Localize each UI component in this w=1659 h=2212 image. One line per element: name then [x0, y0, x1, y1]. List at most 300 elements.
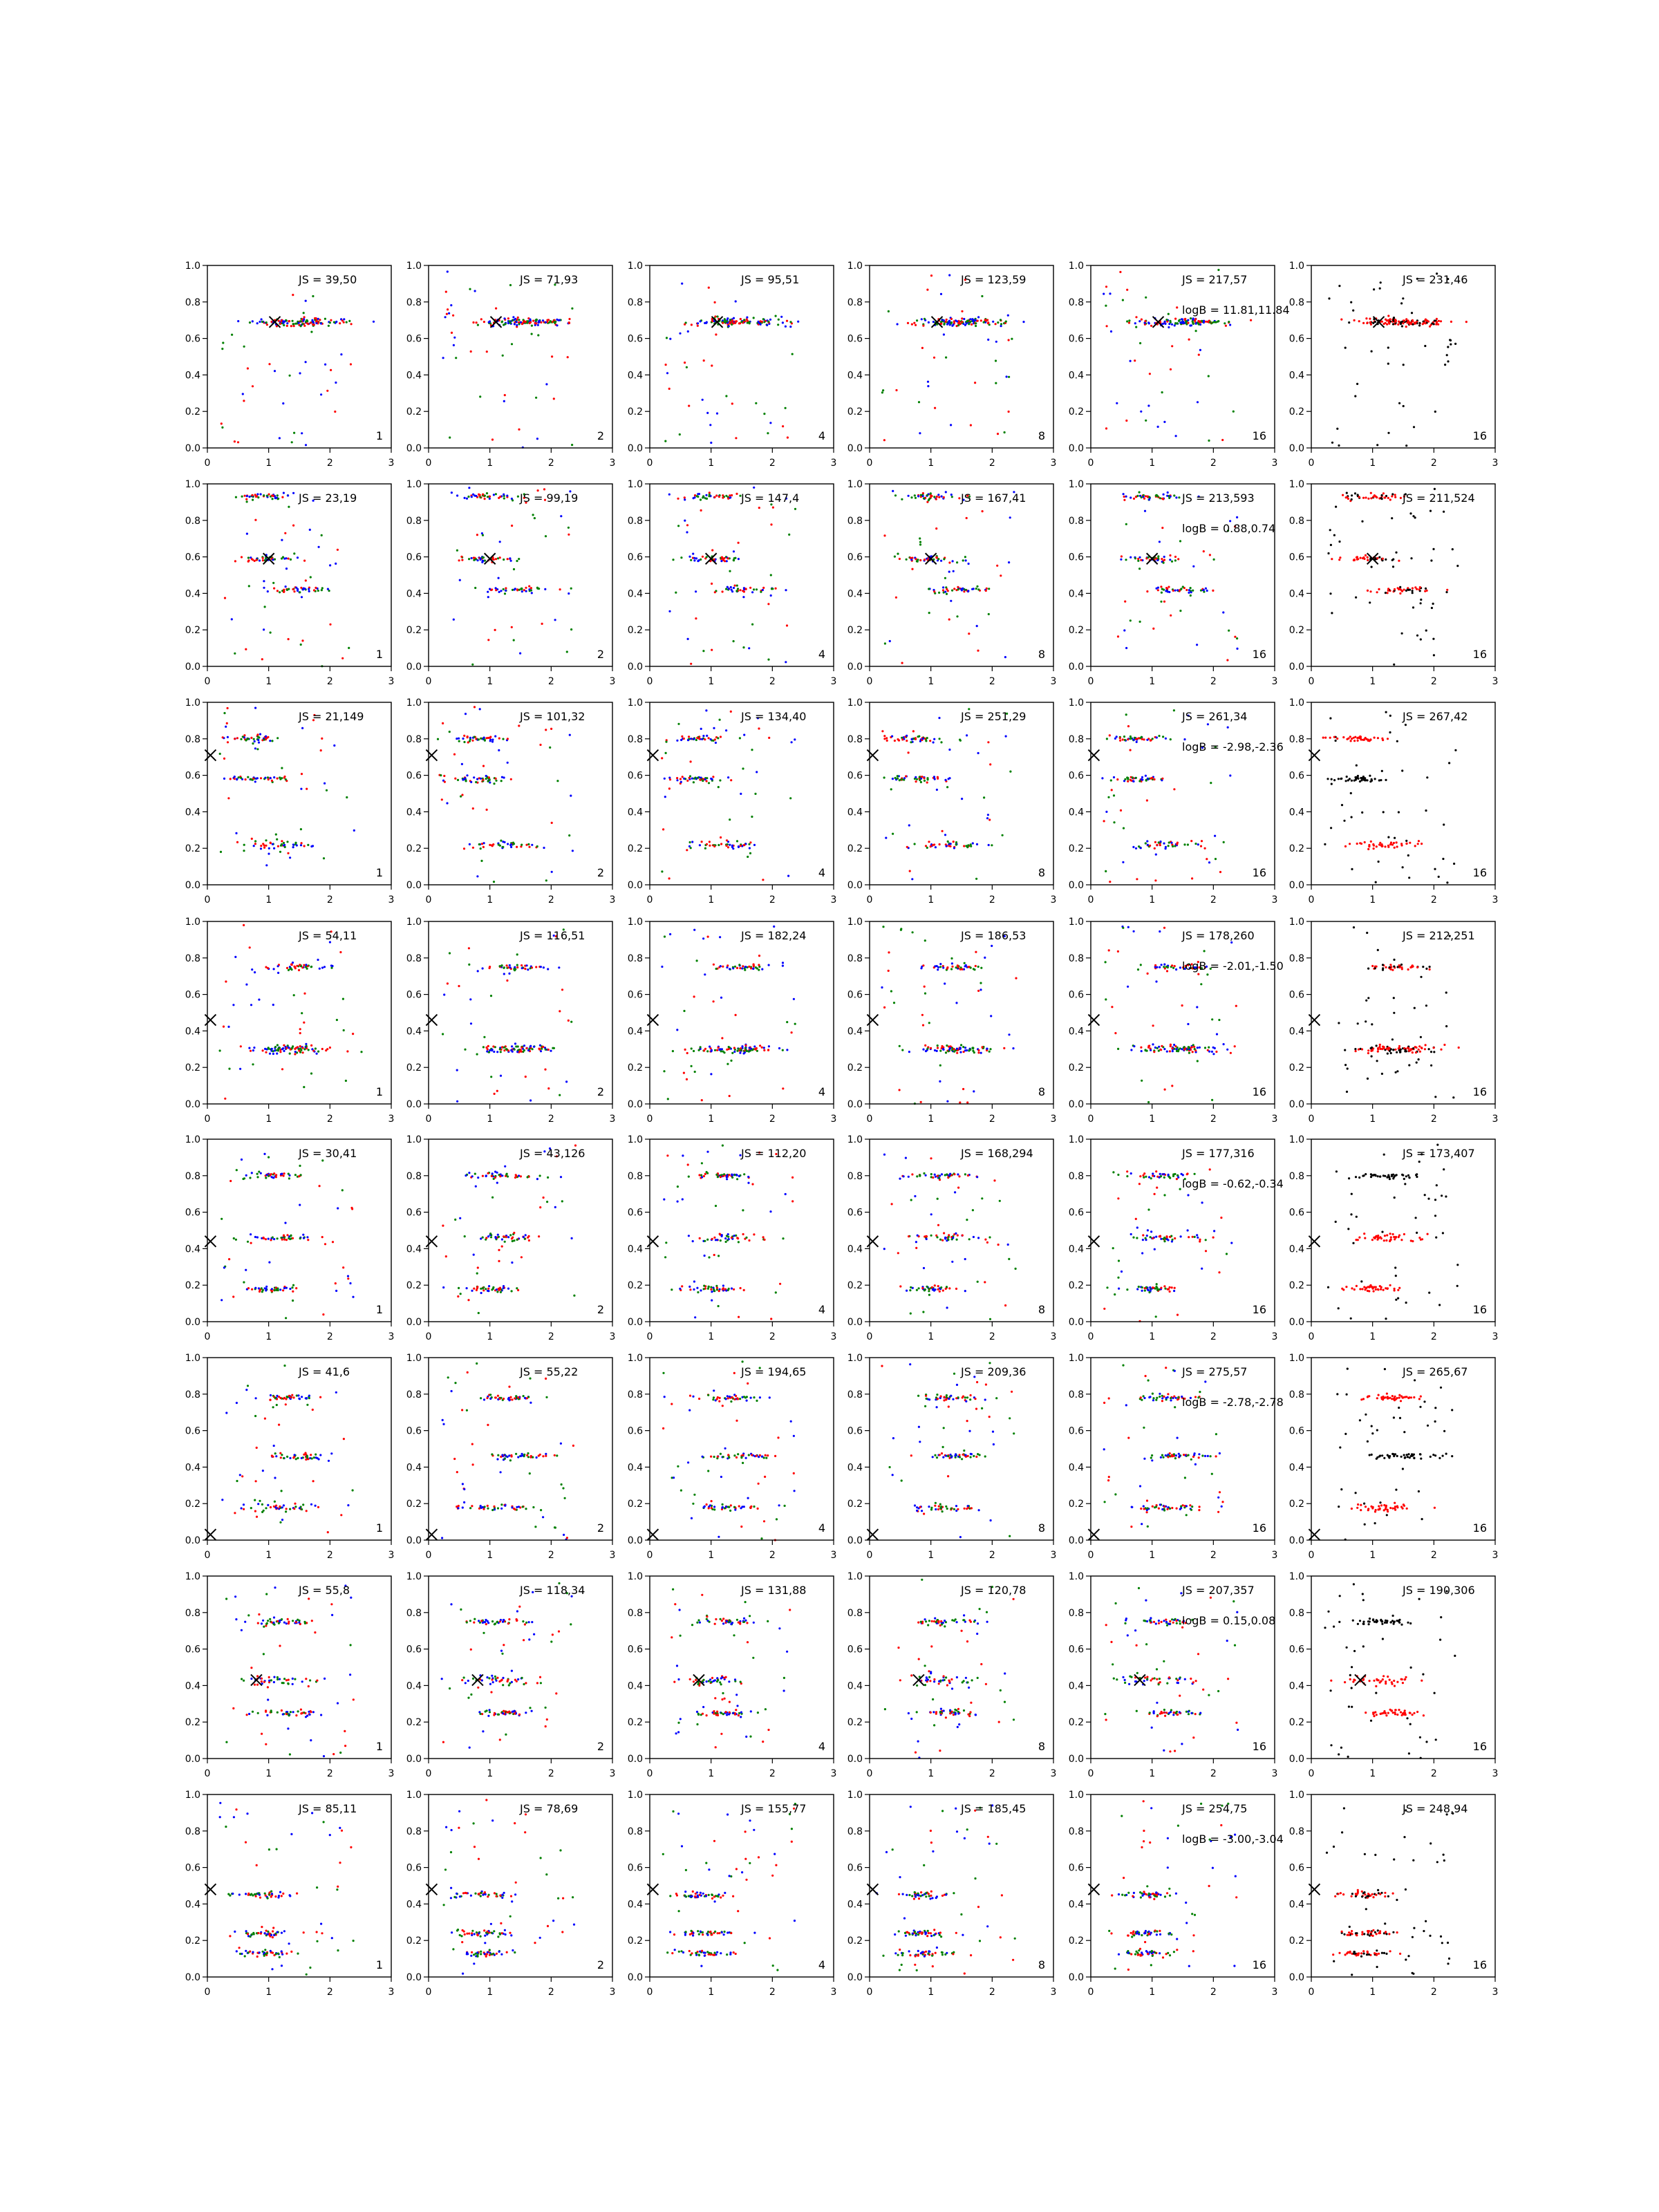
data-point	[1430, 510, 1432, 512]
data-point	[277, 972, 279, 974]
data-point	[722, 590, 724, 592]
data-point	[704, 1240, 706, 1242]
data-point	[1171, 561, 1173, 563]
data-point	[713, 1237, 715, 1239]
y-tick-label: 0.8	[1288, 733, 1304, 745]
data-point	[542, 319, 544, 321]
data-point	[532, 514, 534, 516]
data-point	[317, 590, 319, 592]
data-point	[252, 742, 254, 744]
data-point	[983, 796, 985, 798]
data-point	[1166, 970, 1168, 972]
data-point	[1138, 737, 1140, 739]
data-point	[273, 847, 275, 850]
data-point	[1192, 1051, 1194, 1053]
x-tick-label: 3	[830, 1114, 837, 1125]
data-point	[510, 560, 512, 562]
data-point	[547, 1087, 550, 1089]
data-point	[528, 585, 530, 588]
data-point	[980, 967, 982, 969]
data-point	[283, 842, 285, 844]
data-point	[465, 1174, 467, 1177]
data-point	[493, 559, 495, 561]
data-point	[753, 844, 756, 846]
data-point	[738, 558, 740, 560]
data-point	[545, 321, 547, 324]
data-point	[1418, 324, 1421, 326]
data-point	[945, 1051, 947, 1053]
y-tick-label: 0.4	[406, 588, 422, 600]
data-point	[535, 966, 537, 968]
x-tick-label: 2	[1430, 894, 1437, 906]
data-point	[679, 332, 681, 335]
data-point	[292, 323, 294, 325]
data-point	[271, 1288, 273, 1290]
data-point	[1185, 589, 1188, 591]
data-point	[956, 320, 958, 322]
y-tick-label: 0.4	[406, 807, 422, 818]
data-point	[731, 846, 733, 848]
data-point	[464, 1235, 466, 1237]
data-point	[489, 496, 491, 498]
data-point	[1119, 737, 1121, 739]
data-point	[1370, 324, 1372, 326]
data-point	[263, 587, 265, 589]
data-point	[778, 319, 780, 321]
x-marker	[426, 1015, 437, 1026]
data-point	[947, 841, 949, 843]
x-tick-label: 2	[988, 458, 995, 469]
data-point	[1385, 779, 1387, 781]
data-point	[693, 557, 695, 559]
data-point	[990, 1015, 992, 1017]
data-point	[706, 412, 709, 414]
data-point	[1161, 558, 1163, 560]
data-point	[1409, 512, 1412, 514]
data-point	[668, 494, 671, 496]
data-point	[315, 587, 317, 589]
data-point	[1369, 321, 1371, 324]
data-point	[294, 1053, 296, 1055]
data-point	[266, 1174, 268, 1176]
data-point	[483, 738, 485, 740]
data-point	[1424, 319, 1426, 321]
data-point	[1179, 966, 1181, 968]
data-point	[951, 590, 953, 592]
data-point	[1128, 321, 1130, 324]
data-point	[1212, 1047, 1215, 1049]
data-point	[1366, 932, 1368, 934]
y-tick-label: 0.2	[847, 1062, 863, 1074]
data-point	[456, 550, 458, 552]
data-point	[966, 1101, 968, 1103]
data-point	[1389, 964, 1391, 966]
js-annotation: JS = 134,40	[741, 710, 807, 723]
data-point	[489, 737, 491, 739]
data-point	[286, 325, 288, 327]
data-point	[1179, 589, 1181, 591]
data-point	[273, 1172, 275, 1174]
data-point	[301, 596, 303, 598]
x-tick-label: 3	[388, 1114, 395, 1125]
data-point	[518, 589, 521, 591]
x-marker	[647, 750, 658, 761]
data-point	[708, 782, 710, 784]
data-point	[330, 964, 332, 966]
data-point	[780, 316, 782, 318]
data-point	[322, 1313, 324, 1315]
data-point	[1226, 1049, 1228, 1051]
data-point	[769, 1210, 771, 1212]
x-tick-label: 1	[265, 1114, 272, 1125]
data-point	[692, 1240, 694, 1242]
data-point	[1391, 495, 1393, 497]
data-point	[1125, 496, 1127, 498]
js-annotation: JS = 43,126	[520, 1147, 585, 1160]
data-point	[1199, 1047, 1201, 1049]
panel-number-label: 16	[1252, 648, 1266, 661]
data-point	[570, 588, 572, 590]
data-point	[1350, 792, 1352, 794]
data-point	[559, 588, 561, 590]
data-point	[1356, 737, 1358, 739]
data-point	[298, 1175, 300, 1177]
data-point	[1420, 602, 1422, 604]
data-point	[487, 639, 489, 641]
data-point	[1135, 777, 1137, 779]
data-point	[476, 1053, 478, 1056]
data-point	[281, 539, 283, 541]
data-point	[321, 1236, 324, 1238]
data-point	[971, 588, 973, 590]
data-point	[1387, 315, 1389, 317]
js-annotation: JS = 54,11	[299, 929, 357, 942]
data-point	[454, 1219, 456, 1221]
data-point	[915, 558, 917, 560]
data-point	[480, 860, 482, 862]
data-point	[1175, 496, 1177, 498]
data-point	[1371, 1047, 1373, 1049]
data-point	[1195, 323, 1197, 325]
data-point	[260, 493, 262, 495]
data-point	[467, 735, 469, 738]
data-point	[1400, 844, 1403, 846]
data-point	[225, 980, 227, 982]
data-point	[1234, 1045, 1236, 1047]
data-point	[1165, 319, 1168, 321]
data-point	[1354, 492, 1356, 494]
data-point	[1446, 881, 1448, 883]
data-point	[1159, 497, 1161, 499]
data-point	[1350, 740, 1352, 742]
data-point	[234, 778, 236, 780]
data-point	[1177, 1050, 1179, 1052]
data-point	[470, 350, 472, 353]
data-point	[742, 1209, 744, 1211]
data-point	[969, 318, 971, 320]
data-point	[1175, 1048, 1177, 1050]
data-point	[1196, 644, 1198, 646]
data-point	[1369, 775, 1371, 777]
data-point	[908, 1051, 910, 1053]
data-point	[747, 321, 749, 324]
data-point	[948, 320, 950, 322]
data-point	[664, 1256, 666, 1258]
data-point	[251, 1172, 253, 1174]
data-point	[1153, 778, 1155, 780]
x-tick-label: 2	[769, 676, 776, 687]
data-point	[697, 325, 699, 327]
data-point	[743, 1289, 745, 1291]
data-point	[991, 945, 993, 947]
data-point	[894, 740, 896, 742]
data-point	[787, 436, 789, 438]
data-point	[961, 317, 963, 319]
axes-frame	[1091, 265, 1275, 448]
data-point	[700, 1289, 702, 1291]
data-point	[489, 1232, 491, 1235]
x-tick-label: 0	[866, 1114, 873, 1125]
data-point	[1389, 1050, 1391, 1052]
data-point	[1150, 778, 1152, 780]
data-point	[1367, 556, 1369, 559]
data-point	[686, 524, 688, 526]
data-point	[1122, 299, 1124, 301]
data-point	[1392, 565, 1394, 568]
data-point	[287, 494, 289, 496]
data-point	[1367, 740, 1369, 742]
data-point	[756, 1047, 758, 1049]
data-point	[507, 558, 509, 560]
y-tick-label: 0.8	[627, 515, 643, 527]
data-point	[1393, 959, 1395, 961]
data-point	[1188, 339, 1190, 341]
data-point	[701, 1099, 703, 1101]
data-point	[1388, 323, 1390, 325]
data-point	[949, 324, 951, 326]
data-point	[712, 776, 714, 778]
data-point	[943, 319, 945, 321]
data-point	[715, 1205, 717, 1207]
data-point	[303, 1086, 305, 1088]
data-point	[1227, 727, 1229, 729]
y-tick-label: 0.4	[185, 370, 200, 382]
data-point	[492, 1045, 494, 1047]
data-point	[1380, 497, 1382, 499]
data-point	[246, 495, 248, 497]
data-point	[920, 967, 922, 969]
data-point	[725, 729, 727, 731]
data-point	[321, 966, 324, 968]
data-point	[294, 1051, 297, 1053]
data-point	[286, 967, 288, 969]
data-point	[299, 1204, 301, 1206]
data-point	[516, 953, 518, 955]
data-point	[916, 778, 918, 780]
data-point	[992, 321, 994, 323]
data-point	[442, 1033, 444, 1035]
data-point	[1130, 749, 1132, 751]
data-point	[1434, 1096, 1436, 1098]
data-point	[329, 1047, 331, 1049]
data-point	[499, 845, 501, 847]
data-point	[335, 1290, 337, 1292]
panel-number-label: 4	[818, 429, 825, 442]
data-point	[289, 375, 291, 377]
data-point	[1137, 968, 1139, 971]
data-point	[706, 1172, 709, 1174]
data-point	[347, 1277, 349, 1280]
data-point	[1127, 926, 1130, 928]
data-point	[320, 393, 322, 395]
data-point	[245, 648, 247, 650]
data-point	[551, 871, 553, 873]
data-point	[1213, 559, 1215, 561]
data-point	[749, 1047, 751, 1049]
x-marker	[426, 750, 437, 761]
data-point	[1159, 841, 1161, 843]
data-point	[737, 1237, 739, 1239]
panel-r3-c6	[1289, 697, 1499, 906]
data-point	[935, 556, 937, 559]
data-point	[1174, 590, 1177, 592]
data-point	[738, 1048, 740, 1050]
data-point	[1154, 964, 1156, 966]
data-point	[1159, 541, 1161, 543]
data-point	[693, 995, 695, 997]
data-point	[1188, 1047, 1190, 1049]
data-point	[977, 650, 979, 652]
data-point	[703, 1049, 705, 1051]
y-tick-label: 0.0	[627, 1099, 643, 1110]
data-point	[735, 300, 737, 302]
data-point	[977, 1051, 980, 1053]
data-point	[1450, 344, 1452, 346]
data-point	[267, 590, 269, 592]
data-point	[700, 1046, 702, 1048]
data-point	[1156, 559, 1159, 561]
data-point	[1232, 411, 1235, 413]
data-point	[1396, 841, 1398, 843]
data-point	[912, 730, 915, 732]
x-marker	[205, 1236, 216, 1247]
data-point	[1159, 930, 1161, 932]
data-point	[1229, 324, 1231, 326]
x-tick-label: 1	[708, 676, 715, 687]
y-tick-label: 0.2	[1288, 625, 1304, 637]
data-point	[303, 993, 306, 995]
data-point	[1113, 776, 1115, 778]
data-point	[1398, 811, 1400, 813]
data-point	[1124, 601, 1126, 603]
data-point	[310, 576, 312, 578]
panel-number-label: 16	[1252, 866, 1266, 879]
data-point	[319, 1185, 321, 1187]
data-point	[332, 1241, 334, 1243]
data-point	[953, 588, 955, 590]
data-point	[700, 320, 702, 322]
data-point	[922, 1024, 924, 1027]
data-point	[729, 844, 731, 846]
data-point	[1371, 566, 1373, 568]
scatter-points	[1338, 926, 1459, 1098]
data-point	[1380, 281, 1382, 283]
data-point	[531, 325, 533, 327]
data-point	[516, 1287, 518, 1289]
data-point	[1135, 847, 1137, 850]
x-tick-label: 2	[326, 458, 333, 469]
data-point	[1181, 1004, 1183, 1006]
data-point	[883, 1006, 885, 1009]
x-tick-label: 2	[988, 894, 995, 906]
data-point	[463, 741, 465, 743]
data-point	[706, 843, 708, 845]
data-point	[964, 962, 966, 964]
data-point	[975, 588, 977, 590]
data-point	[1158, 1046, 1160, 1048]
data-point	[243, 734, 245, 736]
data-point	[505, 323, 507, 325]
x-tick-label: 3	[1492, 458, 1499, 469]
data-point	[221, 1218, 223, 1220]
data-point	[1174, 318, 1177, 320]
data-point	[1329, 592, 1331, 594]
data-point	[1175, 435, 1177, 437]
data-point	[731, 1287, 733, 1289]
data-point	[1141, 1080, 1143, 1082]
data-point	[933, 738, 935, 740]
data-point	[1185, 320, 1187, 322]
data-point	[719, 779, 721, 781]
data-point	[668, 877, 671, 879]
data-point	[899, 1089, 901, 1091]
data-point	[254, 519, 256, 521]
data-point	[1371, 778, 1373, 780]
data-point	[661, 870, 663, 872]
data-point	[1000, 574, 1002, 577]
data-point	[922, 325, 924, 327]
data-point	[250, 778, 252, 780]
data-point	[696, 737, 698, 739]
data-point	[756, 771, 758, 773]
data-point	[967, 590, 969, 592]
data-point	[676, 740, 678, 742]
data-point	[1353, 926, 1355, 928]
data-point	[1190, 317, 1192, 319]
data-point	[1452, 1096, 1454, 1098]
data-point	[1206, 973, 1208, 975]
data-point	[488, 321, 490, 324]
data-point	[1132, 776, 1134, 778]
data-point	[291, 441, 293, 443]
data-point	[727, 846, 729, 848]
data-point	[786, 1049, 788, 1051]
data-point	[1119, 271, 1121, 273]
js-annotation: JS = 101,32	[520, 710, 585, 723]
data-point	[507, 1236, 509, 1238]
data-point	[507, 1288, 509, 1290]
data-point	[1446, 354, 1448, 356]
data-point	[273, 588, 275, 590]
data-point	[915, 324, 917, 326]
data-point	[489, 588, 491, 590]
y-tick-label: 0.8	[847, 733, 863, 745]
data-point	[964, 1049, 966, 1051]
data-point	[346, 1050, 348, 1052]
data-point	[939, 963, 941, 965]
data-point	[682, 1198, 684, 1200]
data-point	[881, 730, 883, 732]
